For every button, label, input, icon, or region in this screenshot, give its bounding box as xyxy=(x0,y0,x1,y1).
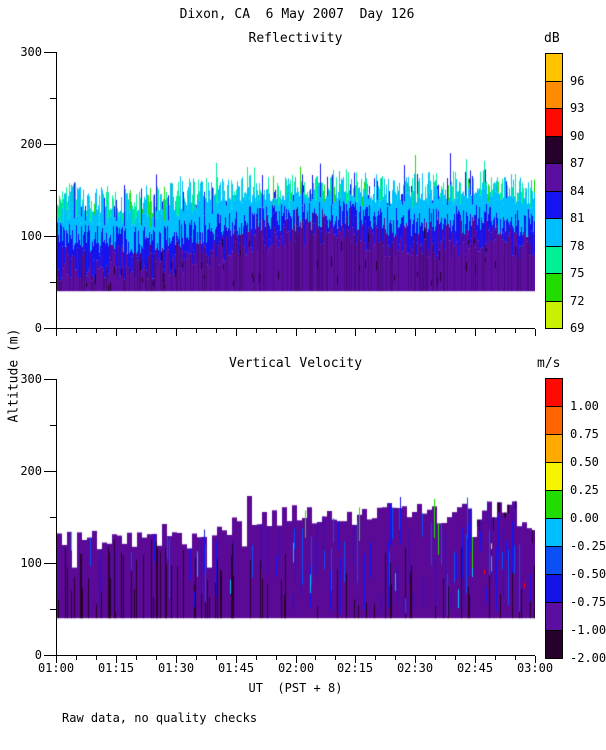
x-minor-tick xyxy=(375,656,376,660)
x-major-tick xyxy=(56,329,57,336)
x-minor-tick xyxy=(495,329,496,333)
x-minor-tick xyxy=(96,656,97,660)
colorbar-tick-label: 75 xyxy=(570,266,585,280)
colorbar-tick-label: -1.00 xyxy=(570,623,606,637)
y-major-tick xyxy=(44,471,56,472)
x-minor-tick xyxy=(455,656,456,660)
x-minor-tick xyxy=(276,329,277,333)
x-minor-tick xyxy=(335,656,336,660)
y-minor-tick xyxy=(50,425,56,426)
colorbar-tick-label: 84 xyxy=(570,183,585,198)
colorbar-block xyxy=(545,246,563,275)
x-minor-tick xyxy=(395,656,396,660)
x-major-tick xyxy=(415,329,416,336)
colorbar-block xyxy=(545,378,563,407)
y-tick-label: 0 xyxy=(34,648,42,662)
colorbar-tick-label: 93 xyxy=(570,101,585,115)
x-minor-tick xyxy=(455,329,456,333)
y-major-tick xyxy=(44,144,56,145)
y-major-tick xyxy=(44,236,56,237)
colorbar-block xyxy=(545,490,563,519)
y-tick-label: 100 xyxy=(20,556,42,570)
x-minor-tick xyxy=(256,329,257,333)
colorbar-tick-label: 87 xyxy=(570,156,585,170)
colorbar-block xyxy=(545,218,563,247)
x-minor-tick xyxy=(395,329,396,333)
y-tick-label: 200 xyxy=(20,137,42,151)
colorbar-block xyxy=(545,602,563,631)
y-minor-tick xyxy=(50,282,56,283)
y-major-tick xyxy=(44,563,56,564)
x-minor-tick xyxy=(196,656,197,660)
x-minor-tick xyxy=(515,656,516,660)
x-tick-label: 01:45 xyxy=(217,661,255,675)
x-tick-label: 01:30 xyxy=(157,661,195,675)
colorbar-block xyxy=(545,546,563,575)
colorbar-block xyxy=(545,273,563,302)
x-minor-tick xyxy=(136,329,137,333)
colorbar-tick-label: 0.75 xyxy=(570,427,599,441)
y-major-tick xyxy=(44,379,56,380)
x-major-tick xyxy=(535,329,536,336)
y-major-tick xyxy=(44,655,56,656)
y-tick-label: 100 xyxy=(20,229,42,243)
colorbar-block xyxy=(545,406,563,435)
y-minor-tick xyxy=(50,517,56,518)
reflectivity-plot-canvas xyxy=(57,52,535,328)
x-minor-tick xyxy=(136,656,137,660)
colorbar-block xyxy=(545,53,563,82)
x-minor-tick xyxy=(256,656,257,660)
x-minor-tick xyxy=(515,329,516,333)
colorbar-block xyxy=(545,434,563,463)
colorbar-block xyxy=(545,136,563,165)
x-minor-tick xyxy=(76,329,77,333)
x-minor-tick xyxy=(76,656,77,660)
colorbar-tick-label: 0.25 xyxy=(570,483,599,497)
colorbar-block xyxy=(545,108,563,137)
x-minor-tick xyxy=(156,329,157,333)
colorbar-tick-label: -0.25 xyxy=(570,539,606,553)
x-minor-tick xyxy=(315,329,316,333)
x-tick-label: 03:00 xyxy=(516,661,554,675)
colorbar-tick-label: 0.50 xyxy=(570,455,599,469)
colorbar-tick-label: 78 xyxy=(570,238,585,253)
y-axis-title: Altitude (m) xyxy=(6,328,22,423)
x-major-tick xyxy=(116,329,117,336)
x-major-tick xyxy=(236,329,237,336)
y-axis-line xyxy=(56,379,57,655)
y-tick-label: 200 xyxy=(20,464,42,478)
reflectivity-colorbar-unit: dB xyxy=(544,31,560,46)
x-tick-label: 01:15 xyxy=(97,661,135,675)
x-minor-tick xyxy=(435,329,436,333)
x-minor-tick xyxy=(435,656,436,660)
colorbar-tick-label: 1.00 xyxy=(570,399,599,413)
y-minor-tick xyxy=(50,98,56,99)
x-tick-label: 01:00 xyxy=(37,661,75,675)
colorbar-tick-label: 69 xyxy=(570,321,585,335)
y-tick-label: 300 xyxy=(20,45,42,59)
x-major-tick xyxy=(355,329,356,336)
colorbar-block xyxy=(545,518,563,547)
colorbar-block xyxy=(545,163,563,192)
colorbar-block xyxy=(545,191,563,220)
x-tick-label: 02:15 xyxy=(336,661,374,675)
colorbar-block xyxy=(545,574,563,603)
colorbar-block xyxy=(545,630,563,659)
colorbar-tick-label: -0.50 xyxy=(570,567,606,581)
velocity-plot-canvas xyxy=(57,379,535,655)
x-minor-tick xyxy=(276,656,277,660)
y-axis-line xyxy=(56,52,57,328)
x-minor-tick xyxy=(96,329,97,333)
colorbar-block xyxy=(545,462,563,491)
y-minor-tick xyxy=(50,190,56,191)
x-minor-tick xyxy=(495,656,496,660)
colorbar-tick-label: 0.00 xyxy=(570,511,599,525)
velocity-colorbar-unit: m/s xyxy=(537,356,561,371)
y-tick-label: 300 xyxy=(20,372,42,386)
x-major-tick xyxy=(296,329,297,336)
y-minor-tick xyxy=(50,609,56,610)
colorbar-tick-label: -2.00 xyxy=(570,651,606,665)
x-tick-label: 02:30 xyxy=(396,661,434,675)
x-minor-tick xyxy=(335,329,336,333)
figure-title: Dixon, CA 6 May 2007 Day 126 xyxy=(179,7,415,22)
colorbar-block xyxy=(545,301,563,330)
x-minor-tick xyxy=(216,656,217,660)
x-minor-tick xyxy=(375,329,376,333)
colorbar-tick-label: 81 xyxy=(570,211,585,225)
y-tick-label: 0 xyxy=(34,321,42,335)
footnote: Raw data, no quality checks xyxy=(62,711,258,725)
colorbar-block xyxy=(545,81,563,110)
colorbar-tick-label: 96 xyxy=(570,73,585,88)
colorbar-tick-label: 90 xyxy=(570,128,585,143)
colorbar-tick-label: -0.75 xyxy=(570,595,606,609)
x-minor-tick xyxy=(156,656,157,660)
x-minor-tick xyxy=(196,329,197,333)
x-minor-tick xyxy=(216,329,217,333)
x-major-tick xyxy=(176,329,177,336)
colorbar-tick-label: 72 xyxy=(570,293,585,308)
velocity-panel-title: Vertical Velocity xyxy=(228,356,363,371)
reflectivity-panel-title: Reflectivity xyxy=(248,31,343,46)
x-tick-label: 02:00 xyxy=(277,661,315,675)
x-major-tick xyxy=(475,329,476,336)
y-major-tick xyxy=(44,328,56,329)
x-tick-label: 02:45 xyxy=(456,661,494,675)
y-major-tick xyxy=(44,52,56,53)
x-minor-tick xyxy=(315,656,316,660)
x-axis-title: UT (PST + 8) xyxy=(248,681,343,695)
